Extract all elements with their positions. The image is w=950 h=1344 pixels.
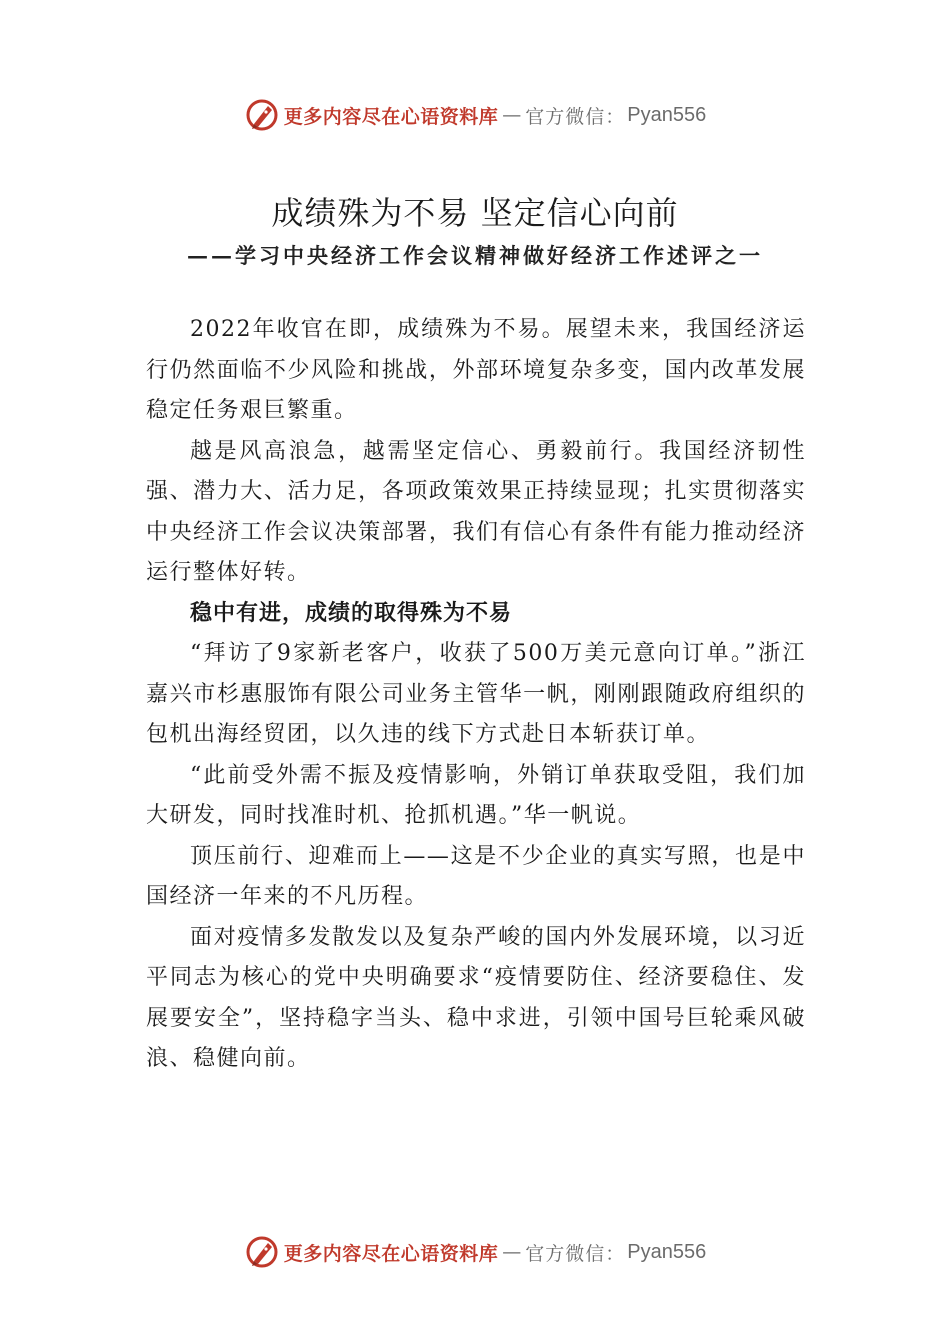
brand-text: 更多内容尽在心语资料库 xyxy=(283,1242,499,1265)
article-subtitle: ——学习中央经济工作会议精神做好经济工作述评之一 xyxy=(187,243,763,268)
wechat-id: Pyan556 xyxy=(627,1240,707,1263)
paragraph: 顶压前行、迎难而上——这是不少企业的真实写照，也是中国经济一年来的不凡历程。 xyxy=(146,843,806,909)
header-banner xyxy=(0,95,950,135)
wechat-label: 官方微信： xyxy=(525,1242,626,1265)
brand-text: 更多内容尽在心语资料库 xyxy=(283,105,499,128)
paragraph: 面对疫情多发散发以及复杂严峻的国内外发展环境，以习近平同志为核心的党中央明确要求“疫情要防住、经济要稳住、发展要安全”，坚持稳字当头、稳中求进，引领中国号巨轮乘风破浪、稳健向前。 xyxy=(146,924,806,1071)
article-body xyxy=(146,310,806,1080)
paragraph: “此前受外需不振及疫情影响，外销订单获取受阻，我们加大研发，同时找准时机、抢抓机遇。”华一帆说。 xyxy=(146,762,806,828)
article-title: 成绩殊为不易 坚定信心向前 xyxy=(271,194,679,232)
banner-separator: — xyxy=(502,104,522,126)
pen-nib-circle-icon xyxy=(244,1234,280,1270)
banner-separator: — xyxy=(502,1241,522,1263)
wechat-label: 官方微信： xyxy=(525,105,626,128)
wechat-id: Pyan556 xyxy=(627,103,707,126)
section-heading: 稳中有进，成绩的取得殊为不易 xyxy=(190,600,513,626)
paragraph: 2022年收官在即，成绩殊为不易。展望未来，我国经济运行仍然面临不少风险和挑战，外部环境复杂多变，国内改革发展稳定任务艰巨繁重。 xyxy=(146,317,806,423)
paragraph: 越是风高浪急，越需坚定信心、勇毅前行。我国经济韧性强、潜力大、活力足，各项政策效果正持续显现；扎实贯彻落实中央经济工作会议决策部署，我们有信心有条件有能力推动经济运行整体好转。 xyxy=(146,438,806,585)
pen-nib-circle-icon xyxy=(244,97,280,133)
paragraph: “拜访了9家新老客户，收获了500万美元意向订单。”浙江嘉兴市杉惠服饰有限公司业务主管华一帆，刚刚跟随政府组织的包机出海经贸团，以久违的线下方式赴日本斩获订单。 xyxy=(146,641,806,747)
footer-banner xyxy=(0,1232,950,1272)
